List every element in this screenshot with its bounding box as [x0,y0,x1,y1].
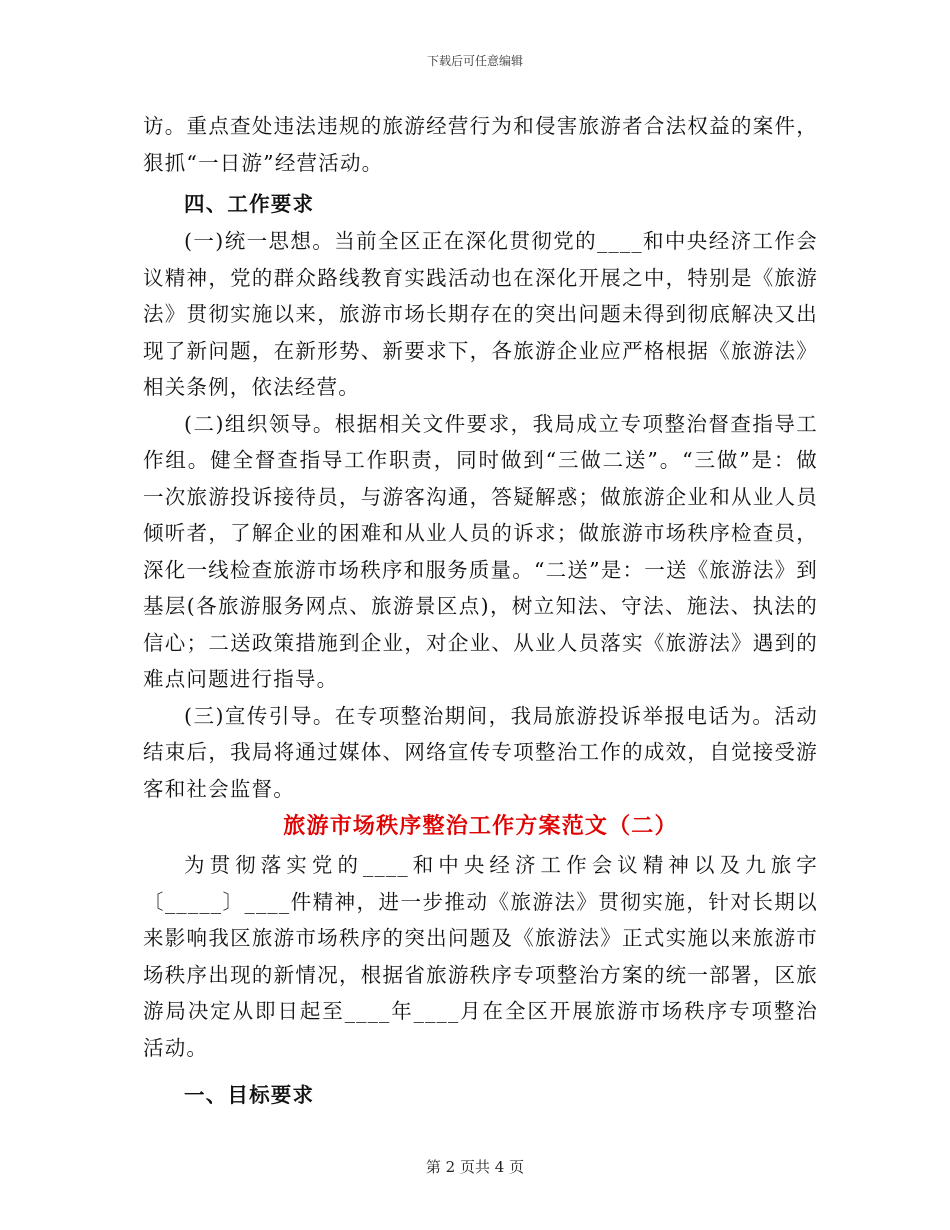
page-footer: 第 2 页共 4 页 [425,1158,525,1176]
section-heading-objectives: 一、目标要求 [184,1083,315,1107]
paragraph-publicity: (三)宣传引导。在专项整治期间，我局旅游投诉举报电话为。活动结束后，我局将通过媒体、网络宣传专项整治工作的成效，自觉接受游客和社会监督。 [143,703,818,801]
document-body [143,108,818,1114]
paragraph-unify-thinking: (一)统一思想。当前全区正在深化贯彻党的____和中央经济工作会议精神，党的群众路线教育实践活动也在深化开展之中，特别是《旅游法》贯彻实施以来，旅游市场长期存在的突出问题未得到彻底解决又出现了新问题，在新形势、新要求下，各旅游企业应严格根据《旅游法》相关条例，依法经营。 [143,229,818,399]
section-title: 旅游市场秩序整治工作方案范文（二） [283,814,678,839]
paragraph-intro: 为贯彻落实党的____和中央经济工作会议精神以及九旅字〔_____〕____件精神，进一步推动《旅游法》贯彻实施，针对长期以来影响我区旅游市场秩序的突出问题及《旅游法》正式实施以来旅游市场秩序出现的新情况，根据省旅游秩序专项整治方案的统一部署，区旅游局决定从即日起至____年____月在全区开展旅游市场秩序专项整治活动。 [143,853,818,1060]
section-heading-work-requirements: 四、工作要求 [184,192,315,216]
paragraph-continuation: 访。重点查处违法违规的旅游经营行为和侵害旅游者合法权益的案件，狠抓“一日游”经营活动。 [143,114,818,175]
page-header: 下载后可任意编辑 [426,54,523,68]
paragraph-organize-lead: (二)组织领导。根据相关文件要求，我局成立专项整治督查指导工作组。健全督查指导工作职责，同时做到“三做二送”。“三做”是：做一次旅游投诉接待员，与游客沟通，答疑解惑；做旅游企业和从业人员倾听者，了解企业的困难和从业人员的诉求；做旅游市场秩序检查员，深化一线检查旅游市场秩序和服务质量。“二送”是：一送《旅游法》到基层(各旅游服务网点、旅游景区点)，树立知法、守法、施法、执法的信心；二送政策措施到企业，对企业、从业人员落实《旅游法》遇到的难点问题进行指导。 [143,411,818,691]
